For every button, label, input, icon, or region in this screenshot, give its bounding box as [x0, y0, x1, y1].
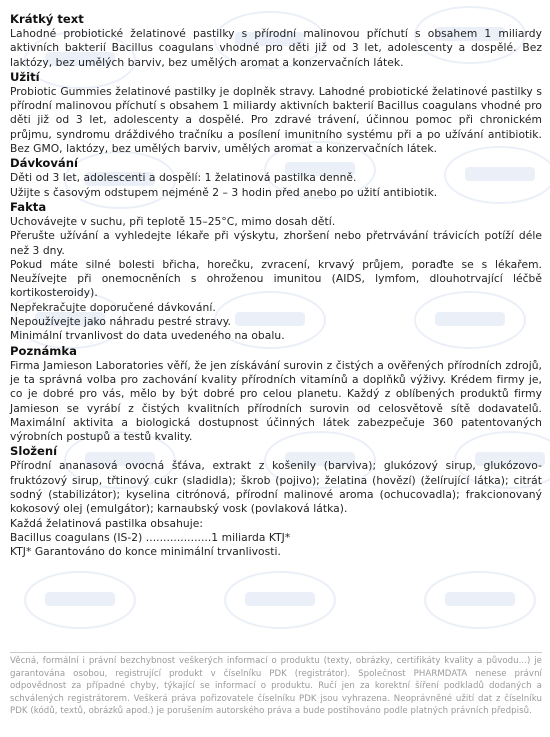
- section-body: Přírodní ananasová ovocná šťáva, extrakt z košenily (barviva); glukózový sirup, glukózovo-fruktózový sirup, třtinový cukr (sladidla); škrob (pojivo); želatina (hovězí) (želírující látka); citrát sodný (stabilizátor); kyselina citrónová, přírodní malinové aroma (ochucovadla); frakcionovaný kokosový olej (emulgátor); karnaubský vosk (povlaková látka).: [10, 459, 542, 516]
- section-fakta: [10, 200, 542, 344]
- composition-line: Bacillus coagulans (IS-2) ...................1 miliarda KTJ*: [10, 530, 291, 544]
- section-heading: Složení: [10, 444, 58, 459]
- product-content: [10, 12, 542, 560]
- section-slozeni: [10, 444, 542, 559]
- fact-line: Uchovávejte v suchu, při teplotě 15–25°C, mimo dosah dětí.: [10, 214, 336, 228]
- section-heading: Fakta: [10, 199, 47, 214]
- section-heading: Poznámka: [10, 343, 77, 358]
- fact-line: Nepřekračujte doporučené dávkování.: [10, 300, 216, 314]
- composition-line: Každá želatinová pastilka obsahuje:: [10, 516, 204, 530]
- disclaimer-text: Věcná, formální i právní bezchybnost veškerých informací o produktu (texty, obrázky, certifikáty kvality a původu...) je garantována osobou, registrující produkt v číselníku PDK (registrátor). Společnost PHARMDATA nenese právní odpovědnost za případné chyby, týkající se informací o produktu. Ručí jen za korektní šíření podkladů dodaných a schválených registrátorem. Veškerá práva pořizovatele číselníku PDK jsou vyhrazena. Neoprávněné užití dat z číselníku PDK (kódů, textů, obrázků apod.) je porušením autorského práva a bude postihováno podle platných právních předpisů.: [10, 656, 542, 717]
- composition-line: KTJ* Garantováno do konce minimální trvanlivosti.: [10, 545, 281, 559]
- dosage-line: Děti od 3 let, adolescenti a dospělí: 1 želatinová pastilka denně.: [10, 171, 357, 185]
- fact-line: Nepoužívejte jako náhradu pestré stravy.: [10, 315, 232, 329]
- fact-line: Minimální trvanlivost do data uvedeného na obalu.: [10, 329, 285, 343]
- fact-line: Pokud máte silné bolesti břicha, horečku, zvracení, krvavý průjem, poraďte se s lékařem. Neužívejte při onemocněních s ohroženou imunitou (AIDS, lymfom, dlouhotrvající léčbě kortikosteroidy).: [10, 257, 542, 300]
- section-heading: Krátký text: [10, 12, 84, 26]
- section-kratky-text: [10, 12, 542, 70]
- section-body: Probiotic Gummies želatinové pastilky je doplněk stravy. Lahodné probiotické želatinové pastilky s přírodní malinovou příchutí s obsahem 1 miliardy aktivních bakterií Bacillus coagulans vhodné pro děti již od 3 let, adolescenty a dospělé. Pro zdravé trávení, účinnou pomoc při chronickém průjmu, syndromu dráždivého tračníku a posílení imunitního systému při a po užívání antibiotik. Bez GMO, laktózy, bez umělých barviv, umělých aromat a konzervačních látek.: [10, 84, 542, 156]
- section-heading: Užití: [10, 69, 40, 84]
- section-body: Lahodné probiotické želatinové pastilky s přírodní malinovou příchutí s obsahem 1 miliardy aktivních bakterií Bacillus coagulans vhodné pro děti již od 3 let, adolescenty a dospělé. Bez laktózy, bez umělých barviv, bez umělých aromat a konzervačních látek.: [10, 27, 542, 69]
- section-poznamka: [10, 344, 542, 445]
- section-uziti: [10, 70, 542, 156]
- section-heading: Dávkování: [10, 156, 78, 171]
- dosage-line: Užijte s časovým odstupem nejméně 2 – 3 hodin před anebo po užití antibiotik.: [10, 185, 438, 199]
- legal-disclaimer: [10, 652, 542, 718]
- fact-line: Přerušte užívání a vyhledejte lékaře při výskytu, zhoršení nebo přetrvávání trávicích potíží déle než 3 dny.: [10, 229, 542, 257]
- section-davkovani: [10, 156, 542, 200]
- section-body: Firma Jamieson Laboratories věří, že jen získávání surovin z čistých a ověřených přírodních zdrojů, je ta správná volba pro zachování kvality přírodních vitamínů a doplňků výživy. Krédem firmy je, co je dobré pro vás, mělo by být dobré pro celou planetu. Každý z oblíbených produktů firmy Jamieson se vyrábí z čistých kvalitních přírodních surovin od celosvětově sítě dodavatelů. Maximální aktivita a biologická dostupnost účinných látek zabezpečuje 360 patentovaných výrobních postupů a testů kvality.: [10, 358, 542, 444]
